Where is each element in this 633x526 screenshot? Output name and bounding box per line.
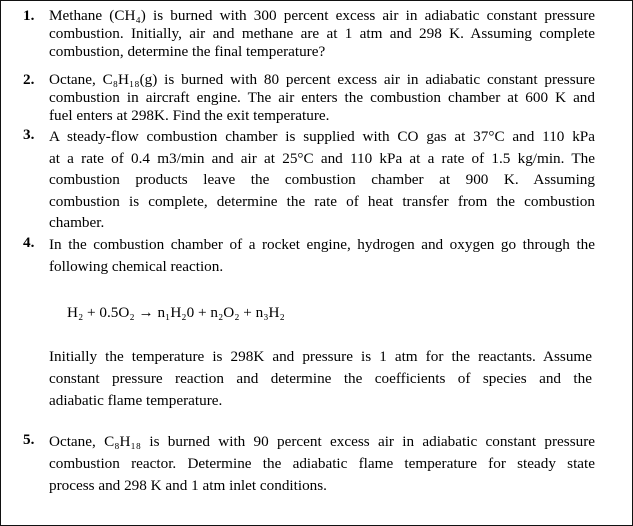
question-line: In the combustion chamber of a rocket engine, hydrogen and oxygen go through the: [49, 236, 595, 253]
question-line: at a rate of 0.4 m3/min and air at 25°C and 110 kPa at a rate of 1.5 kg/min. The: [49, 149, 595, 167]
question-4-paragraph: [49, 346, 592, 412]
question-line: combustion, determine the final temperature?: [49, 43, 326, 60]
question-line: Methane (CH₄) is burned with 300 percent excess air in adiabatic constant pressure: [49, 7, 595, 24]
question-text: [49, 431, 595, 497]
question-number: 5.: [23, 431, 35, 448]
question-number: 1.: [23, 7, 35, 24]
question-line: fuel enters at 298K. Find the exit temperature.: [49, 107, 330, 124]
question-number: 2.: [23, 71, 35, 88]
reaction-equation: H₂ + 0.5O₂ → n₁H₂0 + n₂O₂ + n₃H₂: [67, 304, 285, 321]
question-text: [49, 126, 595, 234]
question-text: [49, 234, 595, 278]
paragraph-line: constant pressure reaction and determine the coefficients of species and the: [49, 370, 592, 387]
question-line: A steady-flow combustion chamber is supplied with CO gas at 37°C and 110 kPa: [49, 128, 595, 145]
question-line: following chemical reaction.: [49, 258, 224, 275]
question-line: chamber.: [49, 214, 105, 231]
question-number: 4.: [23, 234, 35, 251]
question-text: [49, 71, 595, 125]
question-line: combustion is complete, determine the rate of heat transfer from the combustion: [49, 192, 595, 210]
paragraph-line: adiabatic flame temperature.: [49, 392, 223, 409]
question-line: Octane, C₈H₁₈ is burned with 90 percent excess air in adiabatic constant pressure: [49, 433, 595, 450]
question-line: combustion products leave the combustion chamber at 900 K. Assuming: [49, 171, 595, 188]
question-line: process and 298 K and 1 atm inlet conditions.: [49, 477, 327, 494]
question-line: Octane, C₈H₁₈(g) is burned with 80 percent excess air in adiabatic constant pressure: [49, 71, 595, 88]
question-line: combustion reactor. Determine the adiabatic flame temperature for steady state: [49, 455, 595, 472]
question-line: combustion in aircraft engine. The air enters the combustion chamber at 600 K and: [49, 89, 595, 106]
question-number: 3.: [23, 126, 35, 143]
question-text: [49, 7, 595, 61]
question-line: combustion. Initially, air and methane are at 1 atm and 298 K. Assuming complete: [49, 25, 595, 42]
paragraph-line: Initially the temperature is 298K and pressure is 1 atm for the reactants. Assume: [49, 348, 592, 365]
